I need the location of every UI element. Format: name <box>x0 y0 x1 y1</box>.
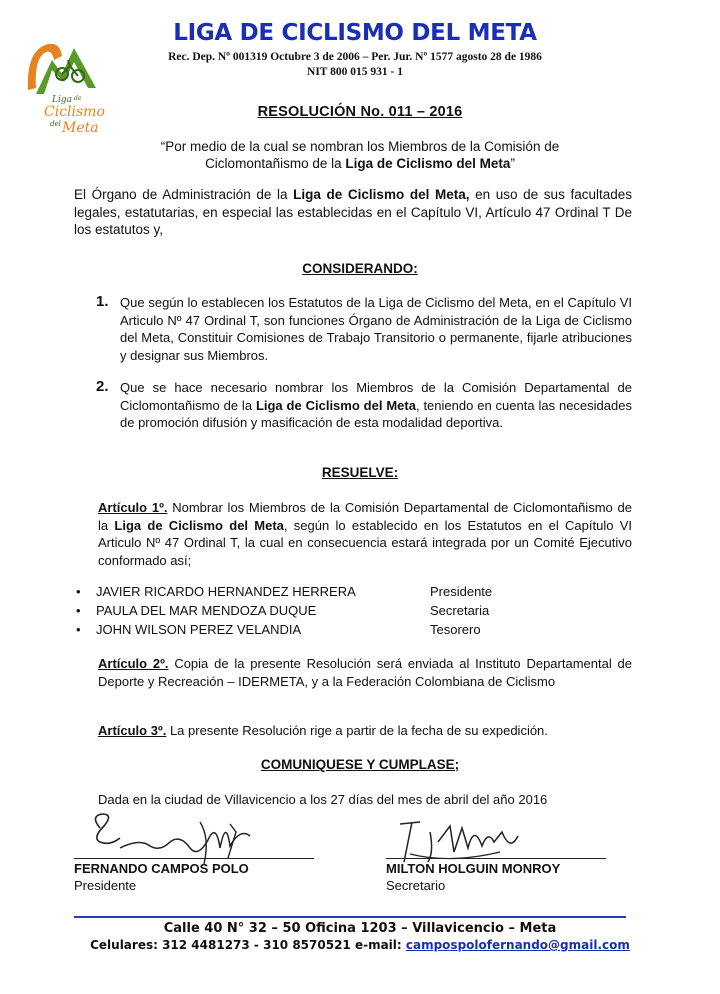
date-line: Dada en la ciudad de Villavicencio a los 27 días del mes de abril del año 2016 <box>98 792 548 807</box>
nit-line: NIT 800 015 931 - 1 <box>307 66 403 78</box>
signature-line <box>74 858 314 859</box>
svg-text:Ciclismo: Ciclismo <box>44 104 105 120</box>
president-role: Presidente <box>74 878 137 893</box>
svg-text:Meta: Meta <box>62 120 99 134</box>
footer-address: Calle 40 N° 32 – 50 Oficina 1203 – Villavicencio – Meta <box>163 921 557 936</box>
article-3: Artículo 3º. La presente Resolución rige a partir de la fecha de su expedición. <box>98 723 548 738</box>
registration-info <box>130 50 580 80</box>
svg-text:de: de <box>74 95 82 102</box>
item-number: 2. <box>96 378 109 395</box>
bullet-icon: • <box>76 622 81 637</box>
svg-text:Liga: Liga <box>52 95 72 105</box>
organization-title: LIGA DE CICLISMO DEL META <box>173 20 537 46</box>
president-name: FERNANDO CAMPOS POLO <box>74 861 249 876</box>
bullet-icon: • <box>76 584 81 599</box>
item-number: 1. <box>96 293 109 310</box>
member-role: Secretaria <box>430 603 490 618</box>
signature-president-image <box>80 808 280 868</box>
member-name: PAULA DEL MAR MENDOZA DUQUE <box>96 603 317 618</box>
footer-divider <box>74 916 626 918</box>
svg-text:del: del <box>50 120 61 128</box>
member-name: JAVIER RICARDO HERNANDEZ HERRERA <box>96 584 356 599</box>
bullet-icon: • <box>76 603 81 618</box>
considerando-heading: CONSIDERANDO: <box>302 261 418 276</box>
intro-paragraph: El Órgano de Administración de la Liga de Ciclismo del Meta, en uso de sus facultades legales, estatutarias, en especial las establecidas en el Capítulo VI, Artículo 47 Ordinal T De los estatutos y, <box>74 187 632 237</box>
secretary-name: MILTON HOLGUIN MONROY <box>386 861 561 876</box>
closing-heading: COMUNIQUESE Y CUMPLASE; <box>260 757 460 772</box>
signature-line <box>386 858 606 859</box>
article-1: Artículo 1º. Nombrar los Miembros de la Comisión Departamental de Ciclomontañismo de la Liga de Ciclismo del Meta, según lo establecido en los Estatutos en el Capítulo VI Articulo Nº 47 Ordinal T, la cual en consecuencia estará integrada por un Comité Ejecutivo conformado así; <box>98 500 633 568</box>
resolution-subject: “Por medio de la cual se nombran los Miembros de la Comisión de Ciclomontañismo de la Liga de Ciclismo del Meta” <box>160 139 560 171</box>
secretary-role: Secretario <box>386 878 446 893</box>
member-name: JOHN WILSON PEREZ VELANDIA <box>96 622 302 637</box>
footer-contact: Celulares: 312 4481273 - 310 8570521 e-mail: campospolofernando@gmail.com <box>90 938 630 952</box>
registration-line: Rec. Dep. Nº 001319 Octubre 3 de 2006 – Per. Jur. Nº 1577 agosto 28 de 1986 <box>168 51 542 63</box>
article-2: Artículo 2º. Copia de la presente Resolución será enviada al Instituto Departamental de Deporte y Recreación – IDERMETA, y a la Federación Colombiana de Ciclismo <box>98 656 632 689</box>
considerando-item: Que según lo establecen los Estatutos de la Liga de Ciclismo del Meta, en el Capítulo VI Articulo Nº 47 Ordinal T, son funciones Órgano de Administración de la Liga de Ciclismo del Meta, Constituir Comisiones de Trabajo Transitorio o permanente, fijarle atribuciones y designar sus Miembros. <box>120 295 632 363</box>
resuelve-heading: RESUELVE: <box>321 465 399 480</box>
member-role: Tesorero <box>430 622 481 637</box>
member-role: Presidente <box>430 584 493 599</box>
resolution-title: RESOLUCIÓN No. 011 – 2016 <box>257 104 463 120</box>
considerando-item: Que se hace necesario nombrar los Miembros de la Comisión Departamental de Ciclomontañismo de la Liga de Ciclismo del Meta, teniendo en cuenta las necesidades de promoción difusión y masificación de esta modalidad deportiva. <box>120 380 632 430</box>
email-link[interactable]: campospolofernando@gmail.com <box>405 938 630 952</box>
